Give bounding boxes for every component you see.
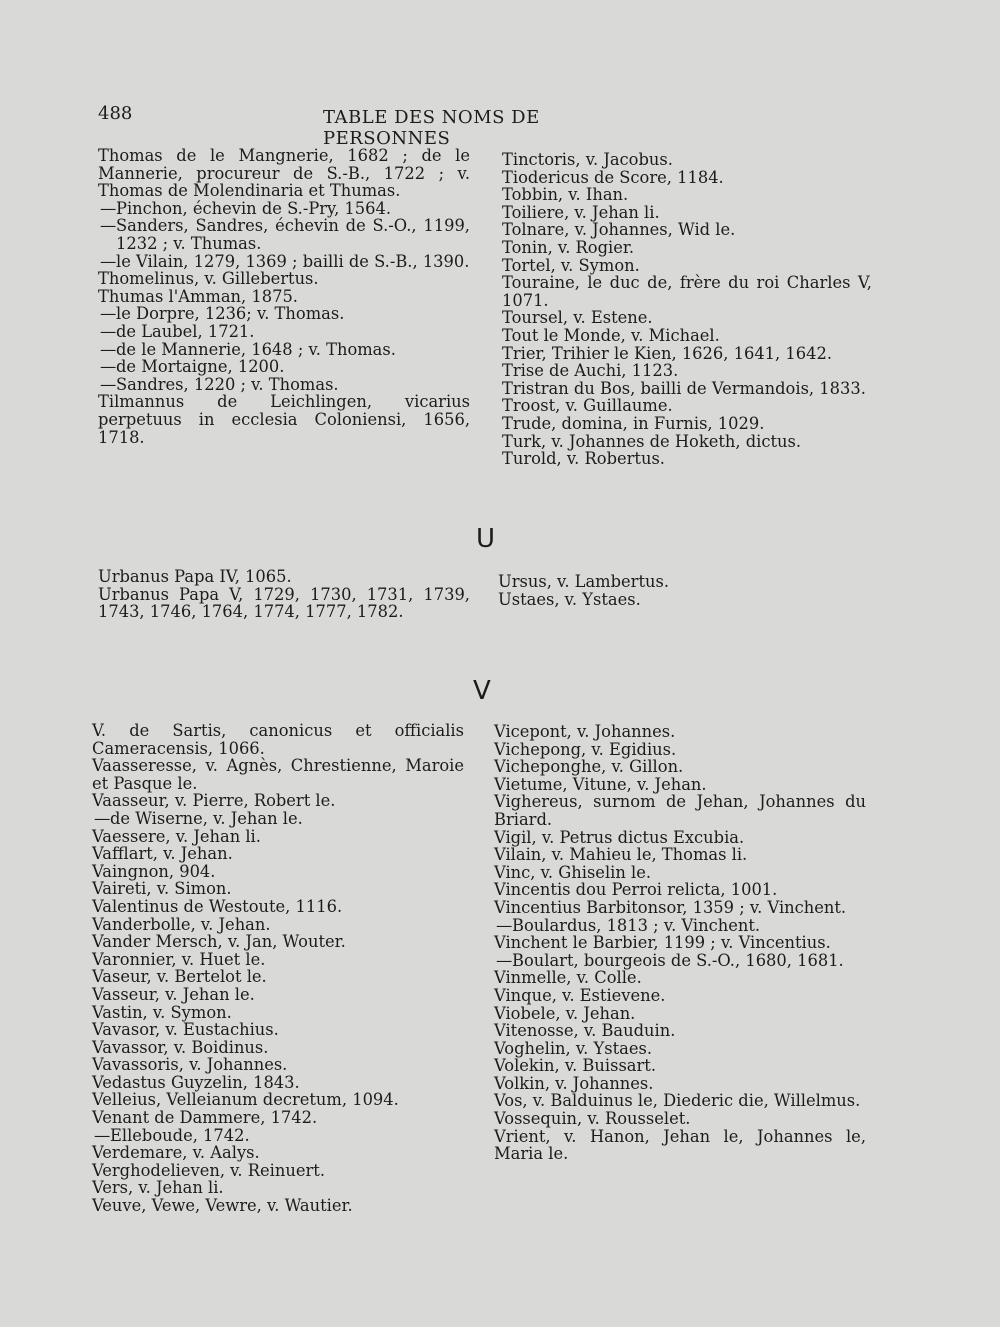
- subentry-dash: —: [496, 950, 513, 970]
- entry-text: Turk, v. Johannes de Hoketh, dictus.: [502, 431, 802, 451]
- index-entry: [494, 969, 866, 987]
- index-entry: [92, 1004, 464, 1022]
- index-entry: [502, 186, 872, 204]
- index-entry: [494, 1075, 866, 1093]
- index-entry: [92, 898, 464, 916]
- entry-text: Toiliere, v. Jehan li.: [502, 202, 660, 222]
- running-title: TABLE DES NOMS DE PERSONNES: [323, 107, 540, 149]
- entry-text: Vasseur, v. Jehan le.: [92, 984, 255, 1004]
- entry-text: Tristran du Bos, bailli de Vermandois, 1833.: [502, 378, 866, 398]
- subentry-dash: —: [496, 915, 513, 935]
- entry-text: Vincentis dou Perroi relicta, 1001.: [494, 880, 778, 900]
- subentry-dash: —: [100, 374, 117, 394]
- index-subentry: [98, 376, 470, 394]
- entry-text: Vossequin, v. Rousselet.: [494, 1109, 691, 1129]
- entry-text: Vicheponghe, v. Gillon.: [494, 757, 684, 777]
- entry-text: Vaasseur, v. Pierre, Robert le.: [92, 791, 336, 811]
- entry-text: Thomas de le Mangnerie, 1682 ; de le Mannerie, procureur de S.-B., 1722 ; v. Thomas de Molendinaria et Thumas.: [98, 146, 470, 201]
- entry-text: Boulart, bourgeois de S.-O., 1680, 1681.: [512, 950, 844, 970]
- index-entry: [502, 204, 872, 222]
- entry-text: Vinc, v. Ghiselin le.: [494, 862, 652, 882]
- entry-text: Voghelin, v. Ystaes.: [494, 1038, 652, 1058]
- index-entry: [92, 1056, 464, 1074]
- index-column-v-right: [494, 723, 866, 1163]
- index-entry: [494, 1005, 866, 1023]
- entry-text: Vavasor, v. Eustachius.: [92, 1020, 279, 1040]
- page-number: 488: [98, 103, 133, 124]
- index-subentry: [92, 1127, 464, 1145]
- entry-text: Vitenosse, v. Bauduin.: [494, 1021, 676, 1041]
- index-entry: [502, 169, 872, 187]
- index-entry: [98, 288, 470, 306]
- entry-text: Tiodericus de Score, 1184.: [502, 167, 724, 187]
- entry-text: Vedastus Guyzelin, 1843.: [92, 1072, 300, 1092]
- subentry-dash: —: [100, 339, 117, 359]
- entry-text: Trise de Auchi, 1123.: [502, 361, 679, 381]
- entry-text: Tolnare, v. Johannes, Wid le.: [502, 220, 736, 240]
- entry-text: Volekin, v. Buissart.: [494, 1056, 657, 1076]
- entry-text: Vichepong, v. Egidius.: [494, 739, 677, 759]
- index-entry: [494, 934, 866, 952]
- index-entry: [502, 309, 872, 327]
- index-entry: [494, 846, 866, 864]
- entry-text: Vos, v. Balduinus le, Diederic die, Willelmus.: [494, 1091, 861, 1111]
- index-entry: [494, 793, 866, 828]
- index-entry: [98, 393, 470, 446]
- section-letter-u: U: [476, 524, 496, 554]
- index-entry: [502, 274, 872, 309]
- index-entry: [502, 397, 872, 415]
- entry-text: Tortel, v. Symon.: [502, 255, 640, 275]
- subentry-dash: —: [100, 251, 117, 271]
- entry-text: de Wiserne, v. Jehan le.: [110, 808, 303, 828]
- index-subentry: [98, 200, 470, 218]
- index-entry: [494, 1128, 866, 1163]
- subentry-dash: —: [100, 357, 117, 377]
- entry-text: Veuve, Vewe, Vewre, v. Wautier.: [92, 1196, 353, 1216]
- entry-text: Velleius, Velleianum decretum, 1094.: [92, 1090, 399, 1110]
- index-entry: [98, 147, 470, 200]
- entry-text: Tinctoris, v. Jacobus.: [502, 150, 673, 169]
- entry-text: Vavassor, v. Boidinus.: [92, 1037, 269, 1057]
- index-entry: [494, 864, 866, 882]
- entry-text: Tout le Monde, v. Michael.: [502, 325, 720, 345]
- index-entry: [502, 415, 872, 433]
- index-subentry: [494, 952, 866, 970]
- entry-text: Volkin, v. Johannes.: [494, 1073, 654, 1093]
- index-column-u-right: [498, 573, 868, 608]
- entry-text: Vander Mersch, v. Jan, Wouter.: [92, 932, 346, 952]
- entry-text: Vers, v. Jehan li.: [92, 1178, 224, 1198]
- entry-text: Viobele, v. Jehan.: [494, 1003, 636, 1023]
- index-subentry: [98, 305, 470, 323]
- index-entry: [92, 828, 464, 846]
- index-entry: [502, 433, 872, 451]
- index-entry: [502, 380, 872, 398]
- entry-text: Vinchent le Barbier, 1199 ; v. Vincentius.: [494, 933, 831, 953]
- entry-text: Vaingnon, 904.: [92, 861, 216, 881]
- index-entry: [92, 1039, 464, 1057]
- index-entry: [502, 221, 872, 239]
- entry-text: Vaireti, v. Simon.: [92, 879, 232, 899]
- index-entry: [92, 792, 464, 810]
- index-entry: [502, 450, 872, 468]
- index-entry: [494, 1022, 866, 1040]
- subentry-dash: —: [94, 808, 111, 828]
- index-entry: [92, 845, 464, 863]
- entry-text: Toursel, v. Estene.: [502, 308, 653, 328]
- entry-text: Tonin, v. Rogier.: [502, 237, 635, 257]
- index-entry: [494, 741, 866, 759]
- entry-text: Vincentius Barbitonsor, 1359 ; v. Vinchent.: [494, 897, 847, 917]
- index-column-u-left: [98, 568, 470, 621]
- entry-text: Vietume, Vitune, v. Jehan.: [494, 774, 707, 794]
- index-entry: [494, 776, 866, 794]
- index-entry: [494, 758, 866, 776]
- entry-text: Vaessere, v. Jehan li.: [92, 826, 261, 846]
- index-entry: [92, 1091, 464, 1109]
- index-entry: [92, 1074, 464, 1092]
- subentry-dash: —: [94, 1125, 111, 1145]
- index-entry: [502, 327, 872, 345]
- index-subentry: [98, 358, 470, 376]
- index-entry: [92, 880, 464, 898]
- index-subentry: [98, 253, 470, 271]
- entry-text: Venant de Dammere, 1742.: [92, 1108, 318, 1128]
- entry-text: Vrient, v. Hanon, Jehan le, Johannes le, Maria le.: [494, 1126, 866, 1164]
- index-entry: [98, 568, 470, 586]
- index-entry: [92, 863, 464, 881]
- entry-text: Tobbin, v. Ihan.: [502, 185, 629, 205]
- index-entry: [92, 1109, 464, 1127]
- entry-text: Elleboude, 1742.: [110, 1125, 250, 1145]
- index-subentry: [98, 323, 470, 341]
- entry-text: Sandres, 1220 ; v. Thomas.: [116, 374, 339, 394]
- entry-text: Vaasseresse, v. Agnès, Chrestienne, Maroie et Pasque le.: [92, 756, 464, 793]
- index-entry: [494, 1110, 866, 1128]
- index-entry: [92, 916, 464, 934]
- index-entry: [92, 1162, 464, 1180]
- entry-text: Tilmannus de Leichlingen, vicarius perpetuus in ecclesia Coloniensi, 1656, 1718.: [98, 392, 470, 447]
- index-subentry: [92, 810, 464, 828]
- entry-text: Thomelinus, v. Gillebertus.: [98, 269, 319, 289]
- index-entry: [92, 1179, 464, 1197]
- index-entry: [92, 722, 464, 757]
- entry-text: Boulardus, 1813 ; v. Vinchent.: [512, 915, 761, 935]
- index-entry: [494, 987, 866, 1005]
- entry-text: Thumas l'Amman, 1875.: [98, 286, 298, 306]
- index-entry: [92, 933, 464, 951]
- index-column-t-left: [98, 147, 470, 446]
- index-entry: [502, 362, 872, 380]
- entry-text: le Dorpre, 1236; v. Thomas.: [116, 304, 345, 324]
- index-entry: [92, 951, 464, 969]
- entry-text: Vighereus, surnom de Jehan, Johannes du Briard.: [494, 792, 866, 829]
- entry-text: Verdemare, v. Aalys.: [92, 1143, 260, 1163]
- entry-text: Sanders, Sandres, échevin de S.-O., 1199, 1232 ; v. Thumas.: [116, 216, 470, 253]
- entry-text: V. de Sartis, canonicus et officialis Cameracensis, 1066.: [92, 721, 464, 758]
- entry-text: Pinchon, échevin de S.-Pry, 1564.: [116, 198, 392, 218]
- entry-text: Urbanus Papa IV, 1065.: [98, 567, 292, 586]
- index-entry: [502, 345, 872, 363]
- index-entry: [502, 151, 872, 169]
- subentry-dash: —: [100, 304, 117, 324]
- index-entry: [498, 591, 868, 609]
- index-subentry: [494, 917, 866, 935]
- index-subentry: [98, 217, 470, 252]
- entry-text: Touraine, le duc de, frère du roi Charles V, 1071.: [502, 273, 872, 310]
- entry-text: de le Mannerie, 1648 ; v. Thomas.: [116, 339, 396, 359]
- index-entry: [494, 1040, 866, 1058]
- index-column-v-left: [92, 722, 464, 1215]
- entry-text: Verghodelieven, v. Reinuert.: [92, 1160, 325, 1180]
- index-entry: [494, 881, 866, 899]
- index-entry: [92, 1144, 464, 1162]
- index-entry: [92, 757, 464, 792]
- entry-text: Vinque, v. Estievene.: [494, 985, 666, 1005]
- entry-text: Ursus, v. Lambertus.: [498, 572, 670, 591]
- entry-text: Troost, v. Guillaume.: [502, 396, 673, 416]
- entry-text: Vigil, v. Petrus dictus Excubia.: [494, 827, 745, 847]
- entry-text: Vinmelle, v. Colle.: [494, 968, 642, 988]
- subentry-dash: —: [100, 198, 117, 218]
- entry-text: Ustaes, v. Ystaes.: [498, 589, 641, 609]
- index-entry: [494, 1057, 866, 1075]
- index-entry: [502, 257, 872, 275]
- section-letter-v: V: [473, 676, 491, 706]
- entry-text: Trier, Trihier le Kien, 1626, 1641, 1642.: [502, 343, 833, 363]
- entry-text: Vafflart, v. Jehan.: [92, 844, 233, 864]
- index-entry: [494, 1092, 866, 1110]
- entry-text: Vaseur, v. Bertelot le.: [92, 967, 267, 987]
- index-entry: [92, 986, 464, 1004]
- entry-text: Turold, v. Robertus.: [502, 449, 665, 469]
- entry-text: de Laubel, 1721.: [116, 321, 255, 341]
- index-entry: [92, 1021, 464, 1039]
- index-entry: [98, 586, 470, 621]
- index-entry: [92, 968, 464, 986]
- subentry-dash: —: [100, 216, 117, 236]
- index-entry: [98, 270, 470, 288]
- entry-text: Vanderbolle, v. Jehan.: [92, 914, 271, 934]
- entry-text: Vastin, v. Symon.: [92, 1002, 232, 1022]
- index-entry: [502, 239, 872, 257]
- entry-text: Varonnier, v. Huet le.: [92, 949, 266, 969]
- entry-text: Vicepont, v. Johannes.: [494, 722, 676, 741]
- index-entry: [498, 573, 868, 591]
- index-entry: [494, 723, 866, 741]
- index-entry: [494, 829, 866, 847]
- entry-text: Vilain, v. Mahieu le, Thomas li.: [494, 845, 748, 865]
- entry-text: de Mortaigne, 1200.: [116, 357, 285, 377]
- entry-text: Urbanus Papa V, 1729, 1730, 1731, 1739, 1743, 1746, 1764, 1774, 1777, 1782.: [98, 584, 470, 622]
- entry-text: Vavassoris, v. Johannes.: [92, 1055, 288, 1075]
- entry-text: Valentinus de Westoute, 1116.: [92, 896, 343, 916]
- entry-text: le Vilain, 1279, 1369 ; bailli de S.-B., 1390.: [116, 251, 470, 271]
- index-entry: [92, 1197, 464, 1215]
- subentry-dash: —: [100, 321, 117, 341]
- index-column-t-right: [502, 151, 872, 468]
- index-subentry: [98, 341, 470, 359]
- entry-text: Trude, domina, in Furnis, 1029.: [502, 413, 765, 433]
- running-header: [98, 103, 658, 149]
- index-entry: [494, 899, 866, 917]
